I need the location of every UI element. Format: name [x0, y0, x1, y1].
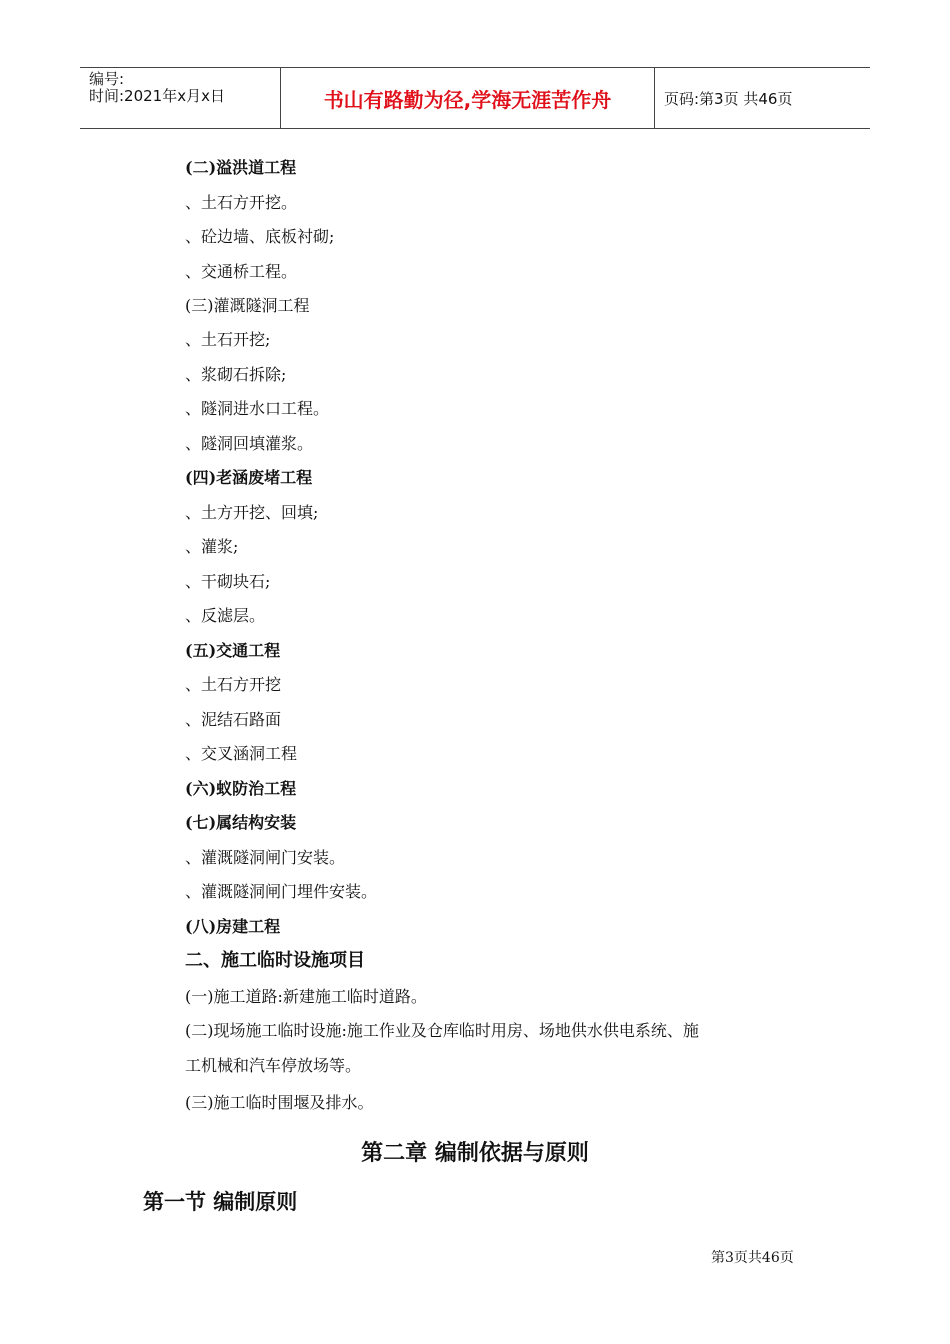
subheading-termite: (六)蚁防治工程: [185, 779, 297, 798]
document-time-label: 时间:2021年x月x日: [89, 87, 225, 105]
list-item: 、隧洞进水口工程。: [185, 399, 330, 418]
list-item: 、灌溉隧洞闸门埋件安装。: [185, 882, 378, 901]
subheading-metal-structure: (七)属结构安装: [185, 813, 297, 832]
list-item: 、浆砌石拆除;: [185, 365, 287, 384]
list-item: 、灌溉隧洞闸门安装。: [185, 848, 346, 867]
subheading-culvert: (四)老涵废堵工程: [185, 468, 313, 487]
header-page-number: 页码:第3页 共46页: [664, 89, 793, 108]
list-item: 、干砌块石;: [185, 572, 271, 591]
heading-temporary-facilities: 二、施工临时设施项目: [185, 950, 365, 971]
chapter-title: 第二章 编制依据与原则: [361, 1140, 589, 1166]
paragraph: (二)现场施工临时设施:施工作业及仓库临时用房、场地供水供电系统、施: [185, 1021, 699, 1040]
page-header: [80, 67, 870, 129]
list-item: 、反滤层。: [185, 606, 266, 625]
paragraph: (一)施工道路:新建施工临时道路。: [185, 987, 427, 1006]
list-item: 、土方开挖、回填;: [185, 503, 319, 522]
list-item: 、泥结石路面: [185, 710, 282, 729]
paragraph: (三)施工临时围堰及排水。: [185, 1093, 374, 1112]
list-item: 、隧洞回填灌浆。: [185, 434, 314, 453]
document-number-label: 编号:: [89, 70, 125, 88]
subheading-traffic: (五)交通工程: [185, 641, 281, 660]
subheading-spillway: (二)溢洪道工程: [185, 158, 297, 177]
page-footer: 第3页共46页: [711, 1250, 794, 1266]
list-item: 、土石方开挖。: [185, 193, 298, 212]
header-meta: [80, 68, 281, 128]
list-item: 、砼边墙、底板衬砌;: [185, 227, 335, 246]
list-item: 、交叉涵洞工程: [185, 744, 298, 763]
header-motto: 书山有路勤为径,学海无涯苦作舟: [281, 68, 655, 128]
list-item: 、交通桥工程。: [185, 262, 298, 281]
list-item: 、灌浆;: [185, 537, 239, 556]
subheading-building: (八)房建工程: [185, 917, 281, 936]
section-title: 第一节 编制原则: [143, 1189, 298, 1214]
list-item: 、土石方开挖: [185, 675, 282, 694]
paragraph-continued: 工机械和汽车停放场等。: [185, 1056, 362, 1075]
list-item: 、土石开挖;: [185, 330, 271, 349]
subheading-irrigation-tunnel: (三)灌溉隧洞工程: [185, 296, 310, 315]
